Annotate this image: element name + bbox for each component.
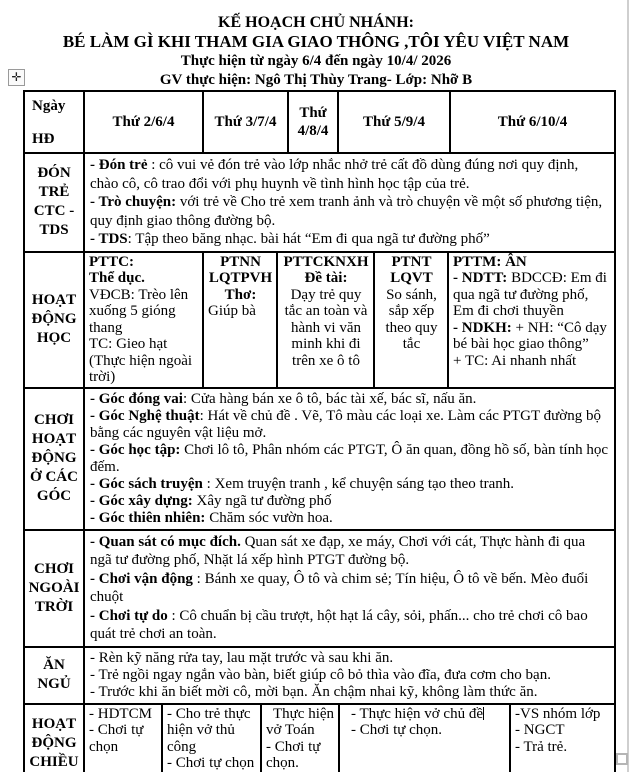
hoc-wednesday-cell[interactable]: [278, 253, 375, 387]
run-bold: - NDTT:: [453, 270, 508, 286]
run-bold: - Góc sách truyện: [90, 475, 203, 492]
day-label: Thứ 5/9/4: [363, 113, 425, 130]
hoc-monday-cell[interactable]: [85, 253, 204, 387]
paragraph: - Chơi tự chọn.: [266, 738, 321, 771]
run-bold: - Góc Nghệ thuật: [90, 407, 200, 424]
document-title-block[interactable]: [10, 13, 622, 90]
run-bold: - NDKH:: [453, 319, 512, 336]
table-row-header: [25, 92, 614, 154]
table-row-don-tre: [25, 154, 614, 253]
title-line-3: Thực hiện từ ngày 6/4 đến ngày 10/4/ 2026: [180, 53, 452, 69]
lesson-plan-table: [23, 90, 616, 772]
run-bold: - Góc học tập:: [90, 441, 181, 458]
day-header-wednesday[interactable]: [289, 92, 339, 152]
run: - Thực hiện vở chủ đề: [351, 705, 483, 722]
paragraph: - Rèn kỹ năng rửa tay, lau mặt trước và sau khi ăn.: [90, 649, 394, 666]
day-header-tuesday[interactable]: [204, 92, 289, 152]
chieu-friday-cell[interactable]: [511, 705, 614, 772]
paragraph: Giúp bà: [208, 303, 256, 319]
table-resize-handle[interactable]: [616, 753, 628, 765]
row-label-chieu[interactable]: [25, 705, 85, 772]
row-label-goc[interactable]: [25, 389, 85, 529]
run-bold: - Góc xây dựng:: [90, 492, 193, 509]
run-bold: - Trò chuyện:: [90, 194, 177, 210]
day-header-monday[interactable]: [85, 92, 204, 152]
subject-code: LQTPVH: [208, 270, 273, 286]
run: với trẻ về Cho trẻ xem tranh ảnh và trò chuyện về một số phương tiện, quy định giao thông đường bộ.: [90, 194, 603, 229]
row-label-text: CHƠI NGOÀI TRỜI: [28, 560, 80, 615]
goc-content-cell[interactable]: [85, 389, 614, 529]
paragraph: + TC: Ai nhanh nhất: [453, 352, 577, 369]
paragraph: [90, 442, 609, 476]
row-label-text: HOẠT ĐỘNG HỌC: [31, 292, 77, 346]
subject-code: PTNT: [391, 253, 432, 270]
paragraph: [453, 320, 611, 353]
paragraph: Thực hiện vở Toán: [266, 705, 335, 738]
run-bold: - Chơi tự do: [90, 607, 168, 624]
table-row-goc: [25, 389, 614, 531]
subject-name: Thể dục.: [89, 270, 145, 286]
run: Chăm sóc vườn hoa.: [205, 509, 333, 526]
title-line-1: KẾ HOẠCH CHỦ NHÁNH:: [218, 14, 414, 31]
text-cursor: [483, 707, 484, 720]
day-label: Thứ 4/8/4: [297, 104, 329, 139]
paragraph: - NGCT: [515, 722, 565, 738]
paragraph: - Chơi tự chọn: [89, 722, 144, 755]
paragraph: VĐCB: Trèo lên xuống 5 gióng thang: [89, 286, 189, 336]
run: : Xem truyện tranh , kể chuyện sáng tạo theo tranh.: [202, 475, 515, 492]
run: Chơi lô tô, Phân nhóm các PTGT, Ô ăn quan, đồng hồ số, bàn tính học đếm.: [90, 441, 609, 475]
run: BDCCĐ: Em đi qua ngã tư đường phố, Em đi chơi thuyền: [453, 270, 607, 319]
run-bold: - Góc thiên nhiên:: [90, 509, 206, 526]
day-header-thursday[interactable]: [339, 92, 451, 152]
paragraph: [90, 230, 609, 249]
subject-code: PTTCKNXH: [283, 253, 369, 270]
paragraph: [344, 706, 507, 723]
run: Xây ngã tư đường phố: [192, 492, 332, 509]
run: + NH: “Cô dạy bé bài học giao thông”: [453, 319, 607, 352]
paragraph: [90, 533, 609, 570]
paragraph: So sánh, sắp xếp theo quy tắc: [385, 286, 438, 352]
corner-cell[interactable]: [25, 92, 85, 152]
run: : Cửa hàng bán xe ô tô, bác tài xế, bác sĩ, nấu ăn.: [182, 390, 477, 407]
move-icon: ✛: [11, 70, 22, 84]
paragraph: - Trẻ ngồi ngay ngắn vào bàn, biết giúp cô bỏ thìa vào đĩa, đưa cơm cho bạn.: [90, 666, 551, 683]
chieu-wednesday-cell[interactable]: [262, 705, 340, 772]
subject-code: PTNN: [220, 253, 261, 270]
run-bold: - Chơi vận động: [90, 570, 193, 587]
page-right-edge: [627, 0, 629, 772]
row-label-an-ngu[interactable]: [25, 648, 85, 703]
title-line-4: GV thực hiện: Ngô Thị Thùy Trang- Lớp: Nhỡ B: [159, 72, 473, 88]
chieu-tuesday-cell[interactable]: [163, 705, 262, 772]
paragraph: [90, 193, 609, 230]
paragraph: [90, 607, 609, 644]
paragraph: [453, 270, 611, 320]
run-bold: - TDS: [90, 231, 128, 247]
table-row-chieu: [25, 705, 614, 772]
row-label-text: ĂN NGỦ: [37, 657, 71, 692]
corner-bottom-label: HĐ: [32, 130, 55, 147]
don-tre-content-cell[interactable]: [85, 154, 614, 251]
paragraph: - Trả trẻ.: [515, 738, 568, 755]
chieu-monday-cell[interactable]: [85, 705, 163, 772]
table-row-ngoai-troi: [25, 531, 614, 648]
paragraph: [90, 391, 609, 408]
run-bold: - Góc đóng vai: [90, 390, 183, 407]
subject-code: PTTC:: [89, 253, 134, 270]
paragraph: [90, 408, 609, 442]
run: : Hát về chủ đề . Vẽ, Tô màu các loại xe. Làm các PTGT đường bộ bằng các nguyên vật liệu mở.: [90, 407, 601, 441]
table-row-hoat-dong-hoc: [25, 253, 614, 389]
paragraph: - Chơi tự chọn: [167, 755, 255, 771]
subject-name: Thơ:: [224, 286, 257, 303]
table-move-handle[interactable]: [8, 69, 25, 86]
table-row-an-ngu: [25, 648, 614, 705]
day-header-friday[interactable]: [451, 92, 614, 152]
run: : Bánh xe quay, Ô tô và chim sẻ; Tín hiệu, Ô tô về bến. Mèo đuổi chuột: [90, 570, 589, 605]
run: : Cô chuẩn bị cầu trượt, hột hạt lá cây, sỏi, phấn... cho trẻ chơi cô bao quát trẻ chơi an toàn.: [90, 607, 588, 642]
paragraph: TC: Gieo hạt: [89, 336, 168, 352]
paragraph: - HDTCM: [89, 705, 152, 722]
chieu-thursday-cell[interactable]: [340, 705, 511, 772]
paragraph: -VS nhóm lớp: [515, 705, 601, 722]
row-label-don-tre[interactable]: [25, 154, 85, 251]
subject-name: Đề tài:: [304, 270, 348, 286]
paragraph: [90, 510, 609, 527]
row-label-ngoai-troi[interactable]: [25, 531, 85, 646]
hoc-tuesday-cell[interactable]: [204, 253, 278, 387]
run: : Tập theo băng nhạc. bài hát “Em đi qua ngã tư đường phố”: [127, 231, 490, 247]
paragraph: [90, 493, 609, 510]
paragraph: (Thực hiện ngoài trời): [89, 352, 193, 385]
subject-code: PTTM: ÂN: [453, 253, 527, 270]
hoc-friday-cell[interactable]: [449, 253, 614, 387]
day-label: Thứ 2/6/4: [112, 113, 175, 130]
title-line-2: BÉ LÀM GÌ KHI THAM GIA GIAO THÔNG ,TÔI YÊU VIỆT NAM: [62, 32, 570, 51]
row-label-text: HOẠT ĐỘNG CHIỀU: [29, 715, 79, 770]
paragraph: - Trước khi ăn biết mời cô, mời bạn. Ăn chậm nhai kỹ, không làm thức ăn.: [90, 683, 538, 700]
day-label: Thứ 6/10/4: [497, 113, 568, 130]
run: : cô vui vẻ đón trẻ vào lớp nhắc nhở trẻ cất đồ dùng đúng nơi quy định, chào cô, cô trao đổi với phụ huynh về tình hình học tập của trẻ.: [90, 157, 579, 192]
subject-code: LQVT: [390, 270, 433, 286]
row-label-text: ĐÓN TRẺ CTC - TDS: [33, 165, 75, 239]
row-label-hoat-dong-hoc[interactable]: [25, 253, 85, 387]
hoc-thursday-cell[interactable]: [375, 253, 449, 387]
run-bold: - Quan sát có mục đích.: [90, 533, 241, 550]
paragraph: [90, 476, 609, 493]
paragraph: [90, 156, 609, 193]
run: Quan sát xe đạp, xe máy, Chơi với cát, Thực hành đi qua ngã tư đường phố, Nhặt lá xếp hình PTGT đường bộ.: [90, 533, 586, 568]
run-bold: - Đón trẻ: [90, 157, 148, 173]
row-label-text: CHƠI HOẠT ĐỘNG Ở CÁC GÓC: [30, 412, 78, 504]
an-ngu-content-cell[interactable]: [85, 648, 614, 703]
day-label: Thứ 3/7/4: [214, 113, 277, 130]
paragraph: - Cho trẻ thực hiện vở thủ công: [167, 705, 251, 755]
paragraph: [90, 570, 609, 607]
paragraph: Dạy trẻ quy tắc an toàn và hành vi văn minh khi đi trên xe ô tô: [284, 286, 368, 369]
ngoai-troi-content-cell[interactable]: [85, 531, 614, 646]
paragraph: - Chơi tự chọn.: [351, 722, 443, 738]
corner-top-label: Ngày: [32, 98, 66, 114]
